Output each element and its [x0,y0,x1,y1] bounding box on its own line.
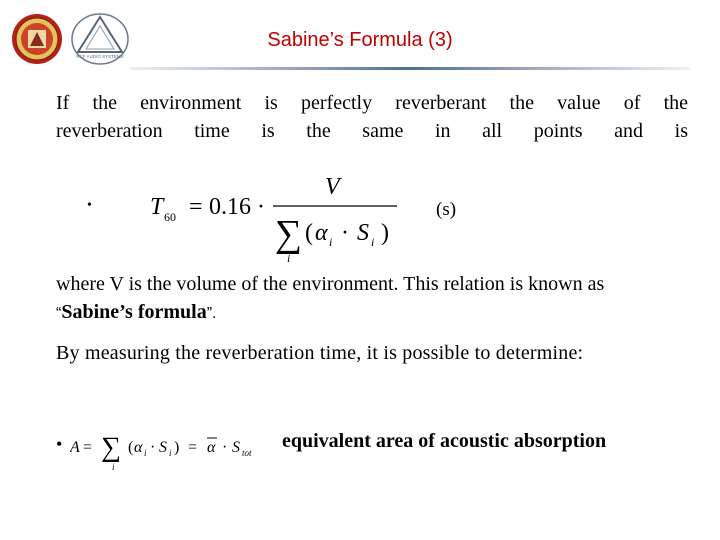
formula-equals: = [189,194,203,220]
where-line-1: where V is the volume of the environment. This relation is known as [56,273,605,295]
paren-open-2: ( [128,439,134,456]
paren-close-2: ) [174,439,180,456]
title-underline [130,66,690,72]
reverberation-time-formula [145,170,415,265]
slide-title: Sabine’s Formula (3) [267,29,453,51]
open-quote: “ [56,305,62,322]
bullet-2: • [56,434,63,454]
dot-3: · [222,439,228,456]
alpha-2: α [134,439,143,456]
alpha-sub: i [329,235,333,249]
s-symbol: S [357,220,369,246]
formula-t-sub: 60 [164,210,176,224]
s-tot: S [232,439,240,456]
formula-t: T [150,194,164,220]
formula-coefficient: 0.16 [209,194,251,220]
formula-dot: · [257,194,265,220]
intro-line-1: If the environment is perfectly reverberant the value of the [56,92,688,114]
sum-index: i [287,251,291,265]
sabine-formula-label: Sabine’s formula [61,301,207,323]
formula-numerator: V [325,174,340,200]
where-paragraph [56,270,696,328]
absorption-area-formula [70,422,275,477]
a-symbol: A [70,439,80,456]
alpha-symbol: α [315,220,328,246]
equals-1: = [83,439,93,456]
dot-2: · [150,439,156,456]
alpha-sub-2: i [144,448,147,458]
sum-index-2: i [112,462,115,472]
where-line-2 [56,298,696,328]
s-sub: i [371,235,375,249]
paren-close: ) [381,220,389,246]
s-2: S [159,439,167,456]
times-dot: · [341,220,349,246]
paren-open: ( [305,220,313,246]
logo-text: RCF AUDIO SYSTEMS [76,54,124,59]
alpha-bar: α [207,439,216,456]
intro-paragraph [56,89,688,145]
s-tot-sub: tot [242,448,252,458]
s-sub-2: i [169,448,172,458]
unit-seconds: (s) [436,199,457,220]
measuring-paragraph: By measuring the reverberation time, it is possible to determine: [56,342,584,364]
equals-2: = [188,439,198,456]
close-quote: ”. [206,305,217,322]
sum-symbol-2: ∑ [101,432,121,463]
bullet-1: • [87,198,92,213]
sum-symbol: ∑ [275,213,303,255]
absorption-label: equivalent area of acoustic absorption [282,430,607,452]
intro-line-2: reverberation time is the same in all points and is [56,120,688,142]
